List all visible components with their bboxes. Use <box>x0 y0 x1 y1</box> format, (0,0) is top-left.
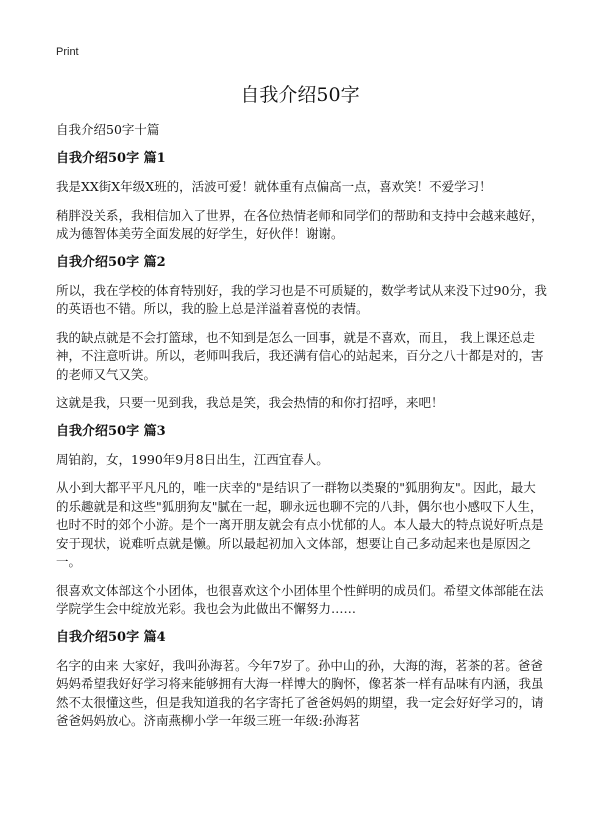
paragraph: 名字的由来 大家好，我叫孙海茗。今年7岁了。孙中山的孙，大海的海，茗茶的茗。爸爸妈妈希望我好好学习将来能够拥有大海一样博大的胸怀，像茗茶一样有品味有内涵，我虽然不太很懂这些，但是我知道我的名字寄托了爸爸妈妈的期望，我一定会好好学习的，请爸爸妈妈放心。济南燕柳小学一年级三班一年级:孙海茗 <box>56 657 544 728</box>
section-2 <box>56 254 548 413</box>
paragraph: 稍胖没关系，我相信加入了世界，在各位热情老师和同学们的帮助和支持中会越来越好，成为德智体美劳全面发展的好学生，好伙伴！谢谢。 <box>56 207 544 241</box>
section-4 <box>56 629 548 731</box>
section-heading: 自我介绍50字 篇3 <box>56 423 166 439</box>
paragraph: 所以，我在学校的体育特别好，我的学习也是不可质疑的，数学考试从来没下过90分，我的英语也不错。所以，我的脸上总是洋溢着喜悦的表情。 <box>56 282 547 316</box>
print-label[interactable]: Print <box>56 46 79 58</box>
document-body <box>56 150 548 741</box>
paragraph: 我的缺点就是不会打篮球，也不知到是怎么一回事，就是不喜欢，而且， 我上课还总走神，不注意听讲。所以，老师叫我后，我还满有信心的站起来，百分之八十都是对的，害的老师又气又笑。 <box>56 329 544 382</box>
section-1 <box>56 150 548 244</box>
section-heading: 自我介绍50字 篇4 <box>56 629 166 645</box>
document-subtitle: 自我介绍50字十篇 <box>56 122 160 137</box>
paragraph: 很喜欢文体部这个小团体，也很喜欢这个小团体里个性鲜明的成员们。希望文体部能在法学院学生会中绽放光彩。我也会为此做出不懈努力…… <box>56 582 544 616</box>
page-title: 自我介绍50字 <box>240 84 360 106</box>
section-3 <box>56 423 548 619</box>
paragraph: 这就是我，只要一见到我，我总是笑，我会热情的和你打招呼，来吧！ <box>56 395 444 410</box>
section-heading: 自我介绍50字 篇2 <box>56 254 166 270</box>
section-heading: 自我介绍50字 篇1 <box>56 151 166 166</box>
paragraph: 周铂韵，女，1990年9月8日出生，江西宜春人。 <box>56 451 329 467</box>
paragraph: 我是XX街X年级X班的，活波可爱！就体重有点偏高一点，喜欢笑！不爱学习！ <box>56 179 492 194</box>
paragraph: 从小到大都平平凡凡的，唯一庆幸的"是结识了一群物以类聚的"狐朋狗友"。因此，最大的乐趣就是和这些"狐朋狗友"腻在一起，聊永远也聊不完的八卦，偶尔也小感叹下人生，也时不时的郊个小游。是个一离开朋友就会有点小忧郁的人。本人最大的特点说好听点是安于现状，说难听点就是懒。所以最起初加入文体部，想要让自己多动起来也是原因之一。 <box>56 480 544 569</box>
